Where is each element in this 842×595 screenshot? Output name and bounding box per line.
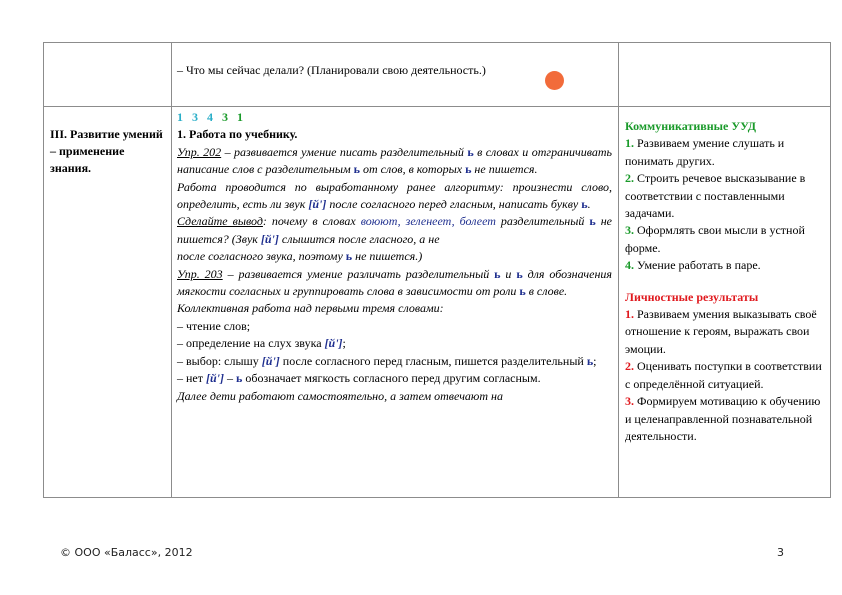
step-read: – чтение слов; [177, 318, 251, 333]
conclusion-text-cont: после согласного звука, поэтому ь не пишется.) [177, 249, 423, 264]
personal-item: 3. Формируем мотивацию к обучению и целенаправленной познавательной деятельности. [625, 394, 821, 443]
table-row [44, 107, 831, 498]
comm-item: 2. Строить речевое высказывание в соответствии с поставленными задачами. [625, 171, 806, 221]
algorithm-text: Работа проводится по выработанному ранее алгоритму: произнести слово, определить, есть ли звук [й'] после согласного перед гласным, написать букву ь. [177, 179, 612, 212]
step-no: – нет [й'] – ь обозначает мягкость согласного перед другим согласным. [177, 371, 541, 386]
lesson-table [43, 42, 831, 498]
intro-text: – Что мы сейчас делали? (Планировали свою деятельность.) [177, 63, 486, 77]
work-heading: 1. Работа по учебнику. [177, 127, 298, 142]
collective-work: Коллективная работа над первыми тремя словами: [177, 301, 444, 316]
step-choose: – выбор: слышу [й'] после согласного перед гласным, пишется разделительный ь; [177, 353, 597, 368]
orange-dot-marker [545, 71, 564, 90]
personal-results-title: Личностные результаты [625, 289, 759, 304]
slide-numbers: 1 3 4 3 1 [177, 110, 246, 124]
exercise-203: Упр. 203 – развивается умение различать разделительный ь и ь для обозначения мягкости согласных и группировать слова в зависимости от роли ь в слове. [177, 266, 612, 299]
table-row [44, 43, 831, 107]
comm-item: 3. Оформлять свои мысли в устной форме. [625, 223, 805, 255]
comm-item: 4. Умение работать в паре. [625, 258, 761, 273]
uud-block [619, 107, 830, 445]
conclusion-text: Сделайте вывод: почему в словах воюют, зеленеет, болеет разделительный ь не пишется? (Звук [й'] слышится после гласного, а не [177, 214, 613, 246]
exercise-202: Упр. 202 – развивается умение писать разделительный ь в словах и отграничивать написание слов с разделительным ь от слов, в которых ь не пишется. [177, 144, 612, 177]
comm-item: 1. Развиваем умение слушать и понимать других. [625, 136, 785, 168]
uud-cell [619, 107, 831, 498]
content-cell [172, 107, 619, 498]
personal-item: 2. Оценивать поступки в соответствии с определённой ситуацией. [625, 359, 822, 391]
lesson-content [172, 107, 618, 497]
comm-uud-title: Коммуникативные УУД [625, 119, 757, 133]
stage-cell [44, 107, 172, 498]
personal-item: 1. Развиваем умения выказывать своё отношение к героям, выражать свои эмоции. [625, 307, 817, 356]
stage-title: III. Развитие умений – применение знания. [50, 127, 163, 175]
uud-cell [619, 43, 831, 107]
copyright-footer: © ООО «Баласс», 2012 [60, 546, 193, 559]
page-number: 3 [777, 546, 784, 559]
stage-cell [44, 43, 172, 107]
independent-work: Далее дети работают самостоятельно, а затем отвечают на [177, 388, 503, 403]
step-define: – определение на слух звука [й']; [177, 336, 346, 351]
